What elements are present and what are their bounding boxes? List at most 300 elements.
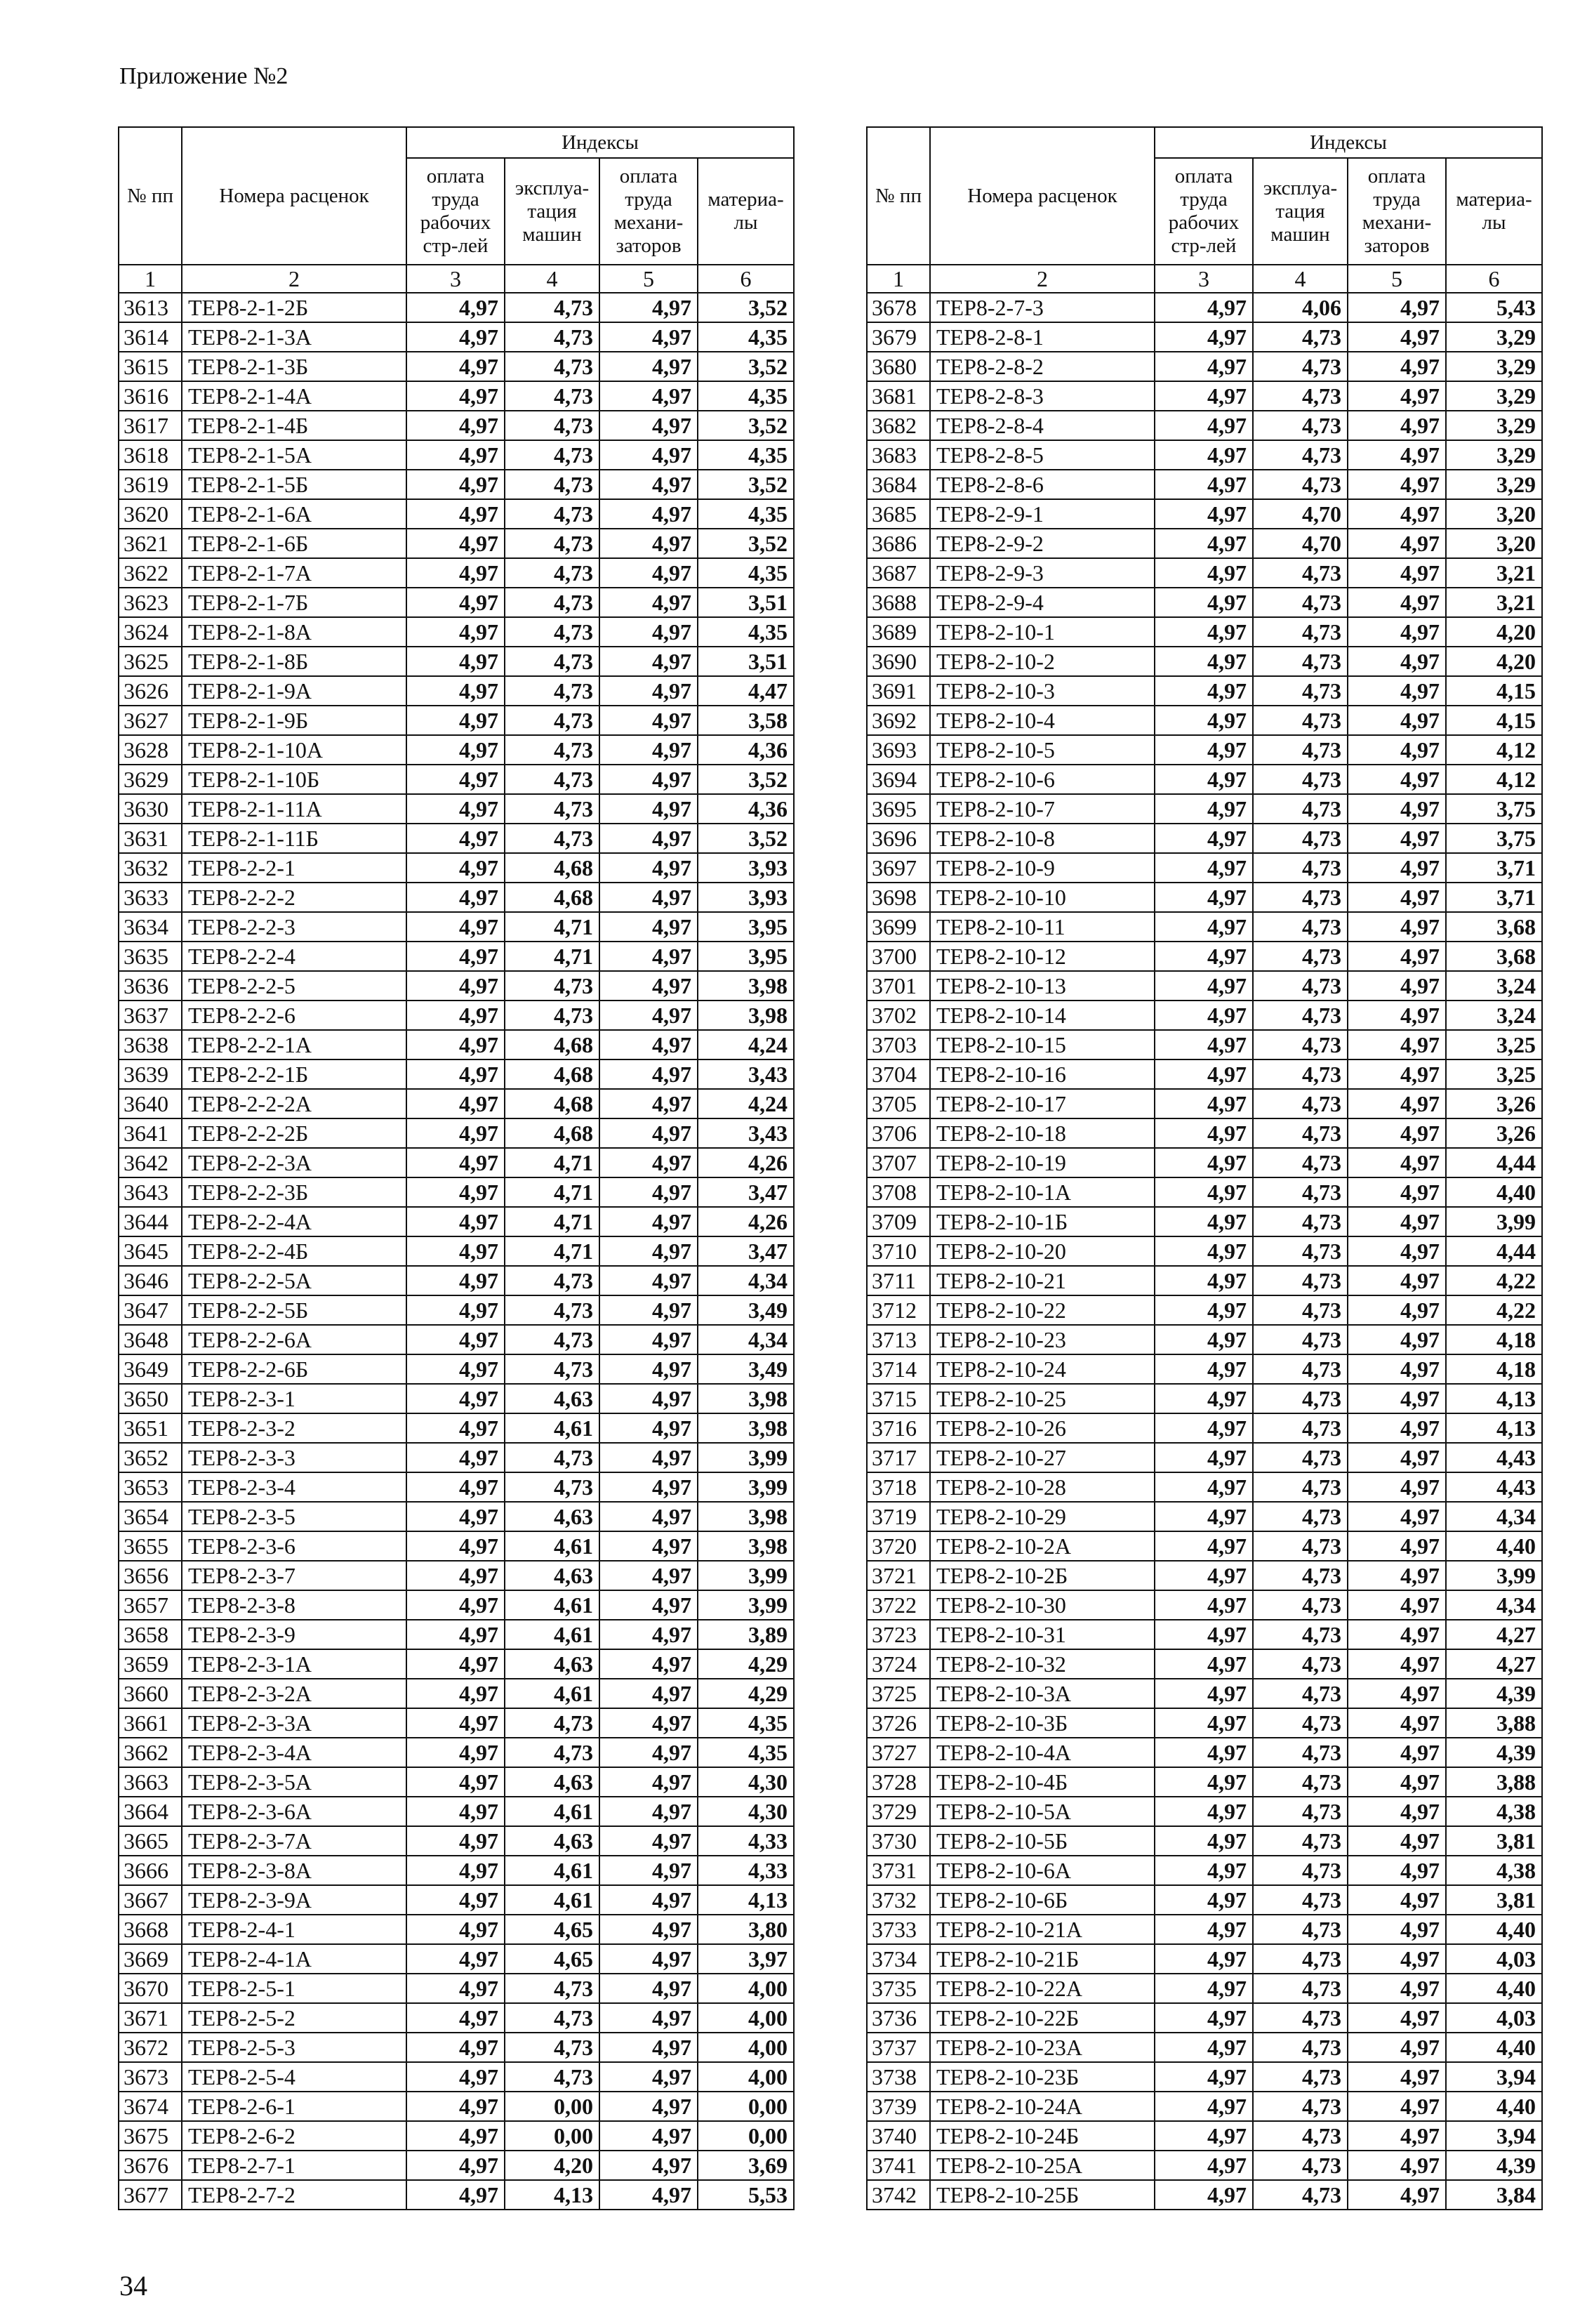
materials-index: 4,39 xyxy=(1446,2151,1542,2180)
labor-wage-index: 4,97 xyxy=(406,381,505,411)
rate-code: ТЕР8-2-1-9А xyxy=(182,676,406,706)
labor-wage-index: 4,97 xyxy=(406,1885,505,1915)
rate-code: ТЕР8-2-1-11Б xyxy=(182,824,406,853)
operator-wage-index: 4,97 xyxy=(1348,706,1446,735)
labor-wage-index: 4,97 xyxy=(406,1236,505,1266)
operator-wage-index: 4,97 xyxy=(1348,411,1446,440)
table-row xyxy=(867,1266,1542,1295)
labor-wage-index: 4,97 xyxy=(406,1384,505,1413)
table-row xyxy=(867,2092,1542,2121)
row-number: 3688 xyxy=(867,588,930,617)
labor-wage-index: 4,97 xyxy=(406,1767,505,1797)
machine-index: 4,73 xyxy=(1253,411,1348,440)
labor-wage-index: 4,97 xyxy=(406,322,505,352)
materials-index: 3,47 xyxy=(698,1177,794,1207)
materials-index: 4,40 xyxy=(1446,1531,1542,1561)
rate-code: ТЕР8-2-10-6Б xyxy=(930,1885,1155,1915)
materials-index: 4,44 xyxy=(1446,1148,1542,1177)
materials-index: 4,40 xyxy=(1446,2092,1542,2121)
rate-code: ТЕР8-2-10-32 xyxy=(930,1649,1155,1679)
materials-index: 4,33 xyxy=(698,1856,794,1885)
rate-code: ТЕР8-2-3-7А xyxy=(182,1826,406,1856)
labor-wage-index: 4,97 xyxy=(406,1295,505,1325)
table-row xyxy=(867,1148,1542,1177)
table-row xyxy=(867,1531,1542,1561)
rate-code: ТЕР8-2-2-4 xyxy=(182,942,406,971)
machine-index: 4,73 xyxy=(1253,2003,1348,2033)
labor-wage-index: 4,97 xyxy=(406,1620,505,1649)
materials-index: 3,29 xyxy=(1446,440,1542,470)
labor-wage-index: 4,97 xyxy=(1155,2092,1253,2121)
rate-code: ТЕР8-2-2-6А xyxy=(182,1325,406,1354)
machine-index: 4,71 xyxy=(505,912,599,942)
machine-index: 4,73 xyxy=(505,1974,599,2003)
row-number: 3726 xyxy=(867,1708,930,1738)
table-row xyxy=(867,1384,1542,1413)
row-number: 3666 xyxy=(119,1856,182,1885)
operator-wage-index: 4,97 xyxy=(599,352,698,381)
labor-wage-index: 4,97 xyxy=(406,647,505,676)
materials-index: 3,68 xyxy=(1446,912,1542,942)
labor-wage-index: 4,97 xyxy=(406,470,505,499)
rate-code: ТЕР8-2-10-2 xyxy=(930,647,1155,676)
machine-index: 4,63 xyxy=(505,1561,599,1590)
machine-index: 4,73 xyxy=(1253,942,1348,971)
row-number: 3698 xyxy=(867,883,930,912)
operator-wage-index: 4,97 xyxy=(599,2062,698,2092)
operator-wage-index: 4,97 xyxy=(599,1325,698,1354)
labor-wage-index: 4,97 xyxy=(406,1649,505,1679)
machine-index: 4,73 xyxy=(1253,1207,1348,1236)
materials-index: 3,99 xyxy=(698,1590,794,1620)
rate-code: ТЕР8-2-10-24А xyxy=(930,2092,1155,2121)
machine-index: 4,73 xyxy=(1253,440,1348,470)
materials-index: 4,35 xyxy=(698,617,794,647)
operator-wage-index: 4,97 xyxy=(1348,1649,1446,1679)
operator-wage-index: 4,97 xyxy=(599,706,698,735)
table-row xyxy=(119,1856,794,1885)
rate-code: ТЕР8-2-5-4 xyxy=(182,2062,406,2092)
operator-wage-index: 4,97 xyxy=(1348,1325,1446,1354)
machine-index: 4,73 xyxy=(1253,1856,1348,1885)
operator-wage-index: 4,97 xyxy=(599,1236,698,1266)
rate-code: ТЕР8-2-8-4 xyxy=(930,411,1155,440)
table-row xyxy=(119,1531,794,1561)
row-number: 3712 xyxy=(867,1295,930,1325)
row-number: 3646 xyxy=(119,1266,182,1295)
table-row xyxy=(867,588,1542,617)
operator-wage-index: 4,97 xyxy=(599,794,698,824)
operator-wage-index: 4,97 xyxy=(1348,322,1446,352)
table-row xyxy=(119,1826,794,1856)
labor-wage-index: 4,97 xyxy=(406,1118,505,1148)
table-row xyxy=(119,2062,794,2092)
rate-code: ТЕР8-2-2-4А xyxy=(182,1207,406,1236)
header-indices: Индексы xyxy=(1155,127,1542,158)
row-number: 3692 xyxy=(867,706,930,735)
labor-wage-index: 4,97 xyxy=(406,1354,505,1384)
materials-index: 4,35 xyxy=(698,381,794,411)
operator-wage-index: 4,97 xyxy=(599,1266,698,1295)
rate-code: ТЕР8-2-1-4А xyxy=(182,381,406,411)
machine-index: 4,61 xyxy=(505,1797,599,1826)
rate-code: ТЕР8-2-2-1А xyxy=(182,1030,406,1059)
row-number: 3701 xyxy=(867,971,930,1001)
table-row xyxy=(867,558,1542,588)
row-number: 3730 xyxy=(867,1826,930,1856)
materials-index: 4,13 xyxy=(698,1885,794,1915)
table-row xyxy=(867,1177,1542,1207)
materials-index: 4,40 xyxy=(1446,2033,1542,2062)
labor-wage-index: 4,97 xyxy=(1155,1767,1253,1797)
operator-wage-index: 4,97 xyxy=(599,1059,698,1089)
table-row xyxy=(119,1118,794,1148)
materials-index: 3,93 xyxy=(698,883,794,912)
table-row xyxy=(119,440,794,470)
materials-index: 4,35 xyxy=(698,440,794,470)
labor-wage-index: 4,97 xyxy=(1155,1148,1253,1177)
labor-wage-index: 4,97 xyxy=(1155,1826,1253,1856)
table-row xyxy=(867,1885,1542,1915)
labor-wage-index: 4,97 xyxy=(1155,2180,1253,2210)
table-row xyxy=(867,1915,1542,1944)
row-number: 3655 xyxy=(119,1531,182,1561)
machine-index: 4,73 xyxy=(505,470,599,499)
table-row xyxy=(119,499,794,529)
operator-wage-index: 4,97 xyxy=(1348,352,1446,381)
operator-wage-index: 4,97 xyxy=(599,942,698,971)
materials-index: 4,18 xyxy=(1446,1325,1542,1354)
labor-wage-index: 4,97 xyxy=(1155,529,1253,558)
rate-code: ТЕР8-2-3-2А xyxy=(182,1679,406,1708)
labor-wage-index: 4,97 xyxy=(1155,1030,1253,1059)
rate-code: ТЕР8-2-1-8А xyxy=(182,617,406,647)
materials-index: 3,52 xyxy=(698,293,794,322)
operator-wage-index: 4,97 xyxy=(1348,1148,1446,1177)
table-row xyxy=(119,1738,794,1767)
operator-wage-index: 4,97 xyxy=(599,1531,698,1561)
machine-index: 4,73 xyxy=(1253,1620,1348,1649)
rate-code: ТЕР8-2-1-7Б xyxy=(182,588,406,617)
labor-wage-index: 4,97 xyxy=(406,824,505,853)
machine-index: 4,73 xyxy=(1253,1708,1348,1738)
materials-index: 3,20 xyxy=(1446,529,1542,558)
labor-wage-index: 4,97 xyxy=(406,1826,505,1856)
machine-index: 4,73 xyxy=(1253,2062,1348,2092)
labor-wage-index: 4,97 xyxy=(406,2033,505,2062)
machine-index: 4,73 xyxy=(1253,1590,1348,1620)
labor-wage-index: 4,97 xyxy=(1155,1118,1253,1148)
table-row xyxy=(119,647,794,676)
table-row xyxy=(867,942,1542,971)
operator-wage-index: 4,97 xyxy=(599,470,698,499)
rate-code: ТЕР8-2-1-4Б xyxy=(182,411,406,440)
materials-index: 4,30 xyxy=(698,1767,794,1797)
operator-wage-index: 4,97 xyxy=(599,1826,698,1856)
row-number: 3741 xyxy=(867,2151,930,2180)
labor-wage-index: 4,97 xyxy=(1155,1001,1253,1030)
operator-wage-index: 4,97 xyxy=(599,1944,698,1974)
materials-index: 4,39 xyxy=(1446,1738,1542,1767)
materials-index: 4,35 xyxy=(698,499,794,529)
table-row xyxy=(119,1797,794,1826)
operator-wage-index: 4,97 xyxy=(1348,1767,1446,1797)
labor-wage-index: 4,97 xyxy=(1155,1354,1253,1384)
labor-wage-index: 4,97 xyxy=(1155,1620,1253,1649)
table-row xyxy=(867,824,1542,853)
materials-index: 4,36 xyxy=(698,794,794,824)
operator-wage-index: 4,97 xyxy=(1348,588,1446,617)
materials-index: 3,47 xyxy=(698,1236,794,1266)
machine-index: 4,73 xyxy=(505,1295,599,1325)
rate-code: ТЕР8-2-2-1Б xyxy=(182,1059,406,1089)
rate-code: ТЕР8-2-2-1 xyxy=(182,853,406,883)
labor-wage-index: 4,97 xyxy=(406,617,505,647)
machine-index: 4,73 xyxy=(505,676,599,706)
labor-wage-index: 4,97 xyxy=(406,1561,505,1590)
table-row xyxy=(119,1266,794,1295)
materials-index: 4,00 xyxy=(698,1974,794,2003)
machine-index: 4,73 xyxy=(1253,322,1348,352)
rate-code: ТЕР8-2-10-8 xyxy=(930,824,1155,853)
table-row xyxy=(867,1236,1542,1266)
rate-code: ТЕР8-2-10-29 xyxy=(930,1502,1155,1531)
row-number: 3667 xyxy=(119,1885,182,1915)
row-number: 3613 xyxy=(119,293,182,322)
machine-index: 4,68 xyxy=(505,1030,599,1059)
materials-index: 4,40 xyxy=(1446,1974,1542,2003)
table-row xyxy=(119,706,794,735)
row-number: 3708 xyxy=(867,1177,930,1207)
rate-code: ТЕР8-2-3-5А xyxy=(182,1767,406,1797)
materials-index: 4,12 xyxy=(1446,735,1542,765)
table-row xyxy=(119,411,794,440)
labor-wage-index: 4,97 xyxy=(1155,2151,1253,2180)
materials-index: 3,20 xyxy=(1446,499,1542,529)
machine-index: 4,73 xyxy=(505,381,599,411)
table-row xyxy=(867,1295,1542,1325)
table-row xyxy=(119,1944,794,1974)
machine-index: 4,63 xyxy=(505,1384,599,1413)
row-number: 3711 xyxy=(867,1266,930,1295)
labor-wage-index: 4,97 xyxy=(406,971,505,1001)
materials-index: 3,26 xyxy=(1446,1118,1542,1148)
materials-index: 3,75 xyxy=(1446,794,1542,824)
rate-code: ТЕР8-2-10-24 xyxy=(930,1354,1155,1384)
materials-index: 4,33 xyxy=(698,1826,794,1856)
row-number: 3737 xyxy=(867,2033,930,2062)
rate-code: ТЕР8-2-3-1А xyxy=(182,1649,406,1679)
operator-wage-index: 4,97 xyxy=(1348,794,1446,824)
page-header: Приложение №2 xyxy=(119,63,288,89)
operator-wage-index: 4,97 xyxy=(1348,1856,1446,1885)
materials-index: 3,94 xyxy=(1446,2121,1542,2151)
machine-index: 4,73 xyxy=(505,1325,599,1354)
table-row xyxy=(119,1443,794,1472)
materials-index: 3,21 xyxy=(1446,588,1542,617)
machine-index: 4,73 xyxy=(1253,1885,1348,1915)
rate-code: ТЕР8-2-4-1 xyxy=(182,1915,406,1944)
rate-code: ТЕР8-2-6-2 xyxy=(182,2121,406,2151)
row-number: 3669 xyxy=(119,1944,182,1974)
labor-wage-index: 4,97 xyxy=(1155,1915,1253,1944)
rate-code: ТЕР8-2-2-3А xyxy=(182,1148,406,1177)
materials-index: 3,88 xyxy=(1446,1708,1542,1738)
row-number: 3660 xyxy=(119,1679,182,1708)
operator-wage-index: 4,97 xyxy=(599,912,698,942)
rate-code: ТЕР8-2-10-1 xyxy=(930,617,1155,647)
machine-index: 4,71 xyxy=(505,942,599,971)
table-row xyxy=(867,1974,1542,2003)
operator-wage-index: 4,97 xyxy=(599,558,698,588)
labor-wage-index: 4,97 xyxy=(406,883,505,912)
rate-code: ТЕР8-2-10-23 xyxy=(930,1325,1155,1354)
operator-wage-index: 4,97 xyxy=(1348,381,1446,411)
rate-code: ТЕР8-2-9-4 xyxy=(930,588,1155,617)
rate-code: ТЕР8-2-10-3А xyxy=(930,1679,1155,1708)
row-number: 3619 xyxy=(119,470,182,499)
operator-wage-index: 4,97 xyxy=(599,411,698,440)
row-number: 3676 xyxy=(119,2151,182,2180)
rate-code: ТЕР8-2-9-1 xyxy=(930,499,1155,529)
materials-index: 3,49 xyxy=(698,1354,794,1384)
row-number: 3696 xyxy=(867,824,930,853)
machine-index: 4,73 xyxy=(505,1443,599,1472)
rate-code: ТЕР8-2-10-3Б xyxy=(930,1708,1155,1738)
machine-index: 4,73 xyxy=(1253,1118,1348,1148)
machine-index: 4,61 xyxy=(505,1590,599,1620)
machine-index: 4,73 xyxy=(505,2003,599,2033)
materials-index: 3,51 xyxy=(698,588,794,617)
operator-wage-index: 4,97 xyxy=(599,1089,698,1118)
operator-wage-index: 4,97 xyxy=(599,647,698,676)
header-machine-operation: эксплуа-тация машин xyxy=(1253,158,1348,265)
table-row xyxy=(119,558,794,588)
rate-code: ТЕР8-2-10-16 xyxy=(930,1059,1155,1089)
row-number: 3729 xyxy=(867,1797,930,1826)
labor-wage-index: 4,97 xyxy=(1155,1502,1253,1531)
table-row xyxy=(119,1590,794,1620)
row-number: 3620 xyxy=(119,499,182,529)
rate-code: ТЕР8-2-1-9Б xyxy=(182,706,406,735)
operator-wage-index: 4,97 xyxy=(599,1354,698,1384)
labor-wage-index: 4,97 xyxy=(406,912,505,942)
materials-index: 3,52 xyxy=(698,765,794,794)
row-number: 3687 xyxy=(867,558,930,588)
operator-wage-index: 4,97 xyxy=(599,440,698,470)
labor-wage-index: 4,97 xyxy=(1155,1856,1253,1885)
materials-index: 4,47 xyxy=(698,676,794,706)
table-row xyxy=(867,1856,1542,1885)
machine-index: 4,73 xyxy=(505,588,599,617)
materials-index: 3,21 xyxy=(1446,558,1542,588)
machine-index: 4,06 xyxy=(1253,293,1348,322)
row-number: 3714 xyxy=(867,1354,930,1384)
rate-code: ТЕР8-2-2-3 xyxy=(182,912,406,942)
row-number: 3632 xyxy=(119,853,182,883)
machine-index: 4,73 xyxy=(505,2033,599,2062)
row-number: 3704 xyxy=(867,1059,930,1089)
rate-code: ТЕР8-2-2-5Б xyxy=(182,1295,406,1325)
row-number: 3684 xyxy=(867,470,930,499)
materials-index: 3,25 xyxy=(1446,1059,1542,1089)
rate-code: ТЕР8-2-1-2Б xyxy=(182,293,406,322)
row-number: 3675 xyxy=(119,2121,182,2151)
operator-wage-index: 4,97 xyxy=(599,824,698,853)
col-number: 6 xyxy=(1446,265,1542,293)
rate-code: ТЕР8-2-3-6А xyxy=(182,1797,406,1826)
row-number: 3627 xyxy=(119,706,182,735)
labor-wage-index: 4,97 xyxy=(1155,1413,1253,1443)
table-row xyxy=(867,676,1542,706)
labor-wage-index: 4,97 xyxy=(406,1531,505,1561)
labor-wage-index: 4,97 xyxy=(1155,647,1253,676)
labor-wage-index: 4,97 xyxy=(1155,1384,1253,1413)
row-number: 3706 xyxy=(867,1118,930,1148)
materials-index: 0,00 xyxy=(698,2121,794,2151)
table-row xyxy=(119,1384,794,1413)
row-number: 3631 xyxy=(119,824,182,853)
machine-index: 0,00 xyxy=(505,2121,599,2151)
operator-wage-index: 4,97 xyxy=(1348,1384,1446,1413)
table-row xyxy=(867,1001,1542,1030)
rate-code: ТЕР8-2-10-26 xyxy=(930,1413,1155,1443)
labor-wage-index: 4,97 xyxy=(406,411,505,440)
row-number: 3721 xyxy=(867,1561,930,1590)
rate-code: ТЕР8-2-5-3 xyxy=(182,2033,406,2062)
row-number: 3686 xyxy=(867,529,930,558)
operator-wage-index: 4,97 xyxy=(599,381,698,411)
table-row xyxy=(119,1974,794,2003)
labor-wage-index: 4,97 xyxy=(1155,1708,1253,1738)
materials-index: 3,52 xyxy=(698,470,794,499)
materials-index: 3,52 xyxy=(698,411,794,440)
labor-wage-index: 4,97 xyxy=(406,735,505,765)
operator-wage-index: 4,97 xyxy=(1348,971,1446,1001)
materials-index: 3,52 xyxy=(698,529,794,558)
materials-index: 3,49 xyxy=(698,1295,794,1325)
table-row xyxy=(867,1944,1542,1974)
materials-index: 3,98 xyxy=(698,1001,794,1030)
rate-code: ТЕР8-2-1-6А xyxy=(182,499,406,529)
rate-code: ТЕР8-2-8-1 xyxy=(930,322,1155,352)
machine-index: 4,73 xyxy=(1253,647,1348,676)
labor-wage-index: 4,97 xyxy=(1155,1590,1253,1620)
materials-index: 3,94 xyxy=(1446,2062,1542,2092)
row-number: 3713 xyxy=(867,1325,930,1354)
table-row xyxy=(119,2003,794,2033)
table-row xyxy=(119,529,794,558)
row-number: 3718 xyxy=(867,1472,930,1502)
operator-wage-index: 4,97 xyxy=(1348,1708,1446,1738)
materials-index: 3,81 xyxy=(1446,1826,1542,1856)
row-number: 3694 xyxy=(867,765,930,794)
table-row xyxy=(119,1915,794,1944)
row-number: 3672 xyxy=(119,2033,182,2062)
materials-index: 3,95 xyxy=(698,912,794,942)
table-row xyxy=(119,1413,794,1443)
row-number: 3624 xyxy=(119,617,182,647)
materials-index: 3,51 xyxy=(698,647,794,676)
rate-code: ТЕР8-2-10-23Б xyxy=(930,2062,1155,2092)
materials-index: 4,20 xyxy=(1446,617,1542,647)
row-number: 3642 xyxy=(119,1148,182,1177)
table-row xyxy=(867,1443,1542,1472)
operator-wage-index: 4,97 xyxy=(599,1856,698,1885)
table-row xyxy=(119,352,794,381)
rate-code: ТЕР8-2-1-5Б xyxy=(182,470,406,499)
table-row xyxy=(119,2180,794,2210)
